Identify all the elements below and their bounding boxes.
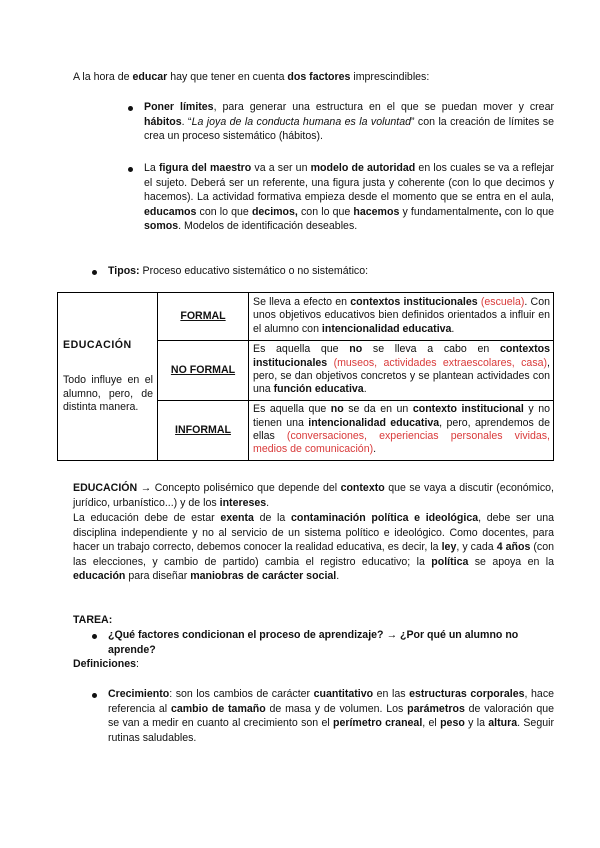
level-informal: INFORMAL [175,423,231,436]
level-cell [158,293,249,341]
text: para diseñar [125,570,191,582]
bullet-dot [128,167,133,172]
bullet-dot [92,634,97,639]
bullet-dot [92,693,97,698]
text: , pero, se dan objetivos concretos y se plantean actividades con una [253,356,550,396]
table-left-title: EDUCACIÓN [63,338,132,351]
desc-no-formal [249,341,554,401]
text: (con las elecciones, y cambio de partido) cambia el registro educativo; la [73,541,554,568]
intro-text: hay que tener en cuenta [167,71,288,83]
text: . Modelos de identificación deseables. [178,220,358,232]
bullet-limites [144,100,554,144]
text: . [266,496,270,509]
text: y no tienen una [253,403,550,429]
tipos-label: Tipos: [108,265,140,277]
bold-text: EDUCACIÓN [73,482,138,494]
bold-text: Crecimiento [108,688,170,700]
text: Se lleva a efecto en [253,295,351,308]
text: se lleva a cabo en [362,343,500,356]
bold-text: educamos [144,205,197,218]
bold-text: educación [73,570,126,582]
tarea-question: ¿Qué factores condicionan el proceso de aprendizaje? → ¿Por qué un alumno no aprende? [108,629,519,656]
text: se da en un [343,403,413,416]
bold-text: peso [440,717,465,729]
text: : [136,658,139,670]
text: de masa y de volumen. Los [265,702,408,715]
table-left-subtitle: Todo influye en el alumno, pero, de distinta manera. [63,374,153,413]
educacion-paragraph [73,481,554,510]
intro-paragraph [73,70,553,85]
red-text: (museos, actividades extraescolares, casa) [327,356,548,369]
bullet-dot [92,270,97,275]
bold-text: maniobras de carácter social [190,570,337,582]
red-text: (conversaciones, experiencias personales vividas, medios de comunicación) [253,430,550,456]
crecimiento-paragraph [108,687,554,745]
level-no-formal: NO FORMAL [170,363,236,376]
intro-bold-factores: dos factores [287,71,351,83]
text: Es aquella que [253,343,350,356]
text: de valoración que se van a medir en cuanto al crecimiento son el [108,702,554,729]
bold-text: ley [441,541,457,553]
quote-italic: La joya de la conducta humana es la voluntad [191,115,411,128]
bold-text: modelo de autoridad [310,162,416,174]
bold-text: no [330,403,344,416]
bold-text: intencionalidad educativa [308,416,440,429]
bold-text: contexto institucional [412,403,524,416]
bold-text: 4 años [496,541,531,553]
text: . Seguir rutinas saludables. [108,717,554,744]
bold-text: parámetros [407,702,465,715]
text: y la [464,717,489,729]
text: Es aquella que [253,403,331,416]
text: . [373,443,377,456]
text: , pero, aprendemos de ellas [253,416,550,442]
level-cell [158,341,249,401]
text: . [336,570,340,582]
bold-text: función educativa [273,383,364,396]
text: ” con la creación de límites se crea un proceso sistemático (hábitos). [144,115,555,142]
bold-text: política [431,555,469,568]
text: va a ser un [251,162,311,174]
tipos-line [108,264,548,279]
bold-text: estructuras corporales [409,688,525,700]
bold-text: perímetro craneal [333,717,423,729]
bullet-dot [128,106,133,111]
red-text: (escuela) [477,295,525,308]
text: en los cuales se va a reflejar el sujeto. Deberá ser un referente, una figura justa y coherente (con lo que decimos y hacemos). La actividad formativa empieza desde el momento que se entra en el aula, [144,162,555,203]
bold-text: cuantitativo [313,688,374,700]
tarea-title: TAREA: [73,614,113,626]
bold-text: decimos, [251,205,298,218]
desc-informal [249,401,554,461]
text: y fundamentalmente [399,205,499,218]
text: se apoya en la [468,555,555,568]
text: → Concepto polisémico que depende del [137,482,341,494]
bold-text: hábitos [144,115,182,128]
bold-text: Poner límites [144,101,214,113]
bold-text: figura del maestro [158,162,252,174]
bold-text: contaminación política e ideológica [290,512,479,524]
text: , para generar una estructura en el que se puedan mover y crear [213,101,554,113]
intro-text: imprescindibles: [350,71,430,83]
text: . [451,322,455,335]
text: , el [422,717,441,729]
bold-text: cambio de tamaño [170,702,266,715]
text: , y cada [456,541,497,553]
bold-text: somos [144,220,179,232]
table-row-formal [58,293,554,341]
bold-text: intencionalidad educativa [321,322,452,335]
intro-text: A la hora de [73,71,133,83]
text: . Con unos objetivos educativos bien definidos orientados a influir en el alumno con [253,295,550,335]
bold-text: intereses [219,496,267,509]
bullet-maestro [144,161,554,234]
education-types-table [57,292,554,461]
desc-formal [249,293,554,341]
bold-text: altura [488,717,518,729]
bold-text: contexto [340,482,385,494]
bold-text: no [349,343,363,356]
text: en las [373,688,410,700]
text: La educación debe de estar [73,512,221,524]
bold-text: contextos institucionales [253,343,550,369]
text: . “ [181,115,192,128]
bold-text: exenta [220,512,254,524]
text: : son los cambios de carácter [169,688,314,700]
text: con lo que [501,205,554,218]
text: , hace referencia al [108,688,555,715]
exenta-paragraph [73,511,554,584]
text: con lo que [196,205,252,218]
level-cell [158,401,249,461]
table-left-cell [58,293,158,461]
definiciones-label: Definiciones [73,658,136,670]
tipos-text: Proceso educativo sistemático o no sistemático: [139,265,369,277]
text: con lo que [297,205,354,218]
text: que se vaya a discutir (económico, jurídico, urbanístico...) y de los [73,482,554,509]
text: La [144,162,159,174]
text: , debe ser una disciplina independiente y no al servicio de un sistema político e ideológico. Como docentes, para hacer un trabajo correcto, debemos conocer la realidad educativa, es decir, la [73,512,555,553]
level-formal: FORMAL [180,309,226,322]
definiciones-line [73,657,273,672]
bold-text: hacemos [353,205,400,218]
text: de la [253,512,291,524]
text: . [363,383,367,396]
intro-bold-educar: educar [132,71,168,83]
bold-text: , [498,205,502,218]
bold-text: contextos institucionales [350,295,478,308]
